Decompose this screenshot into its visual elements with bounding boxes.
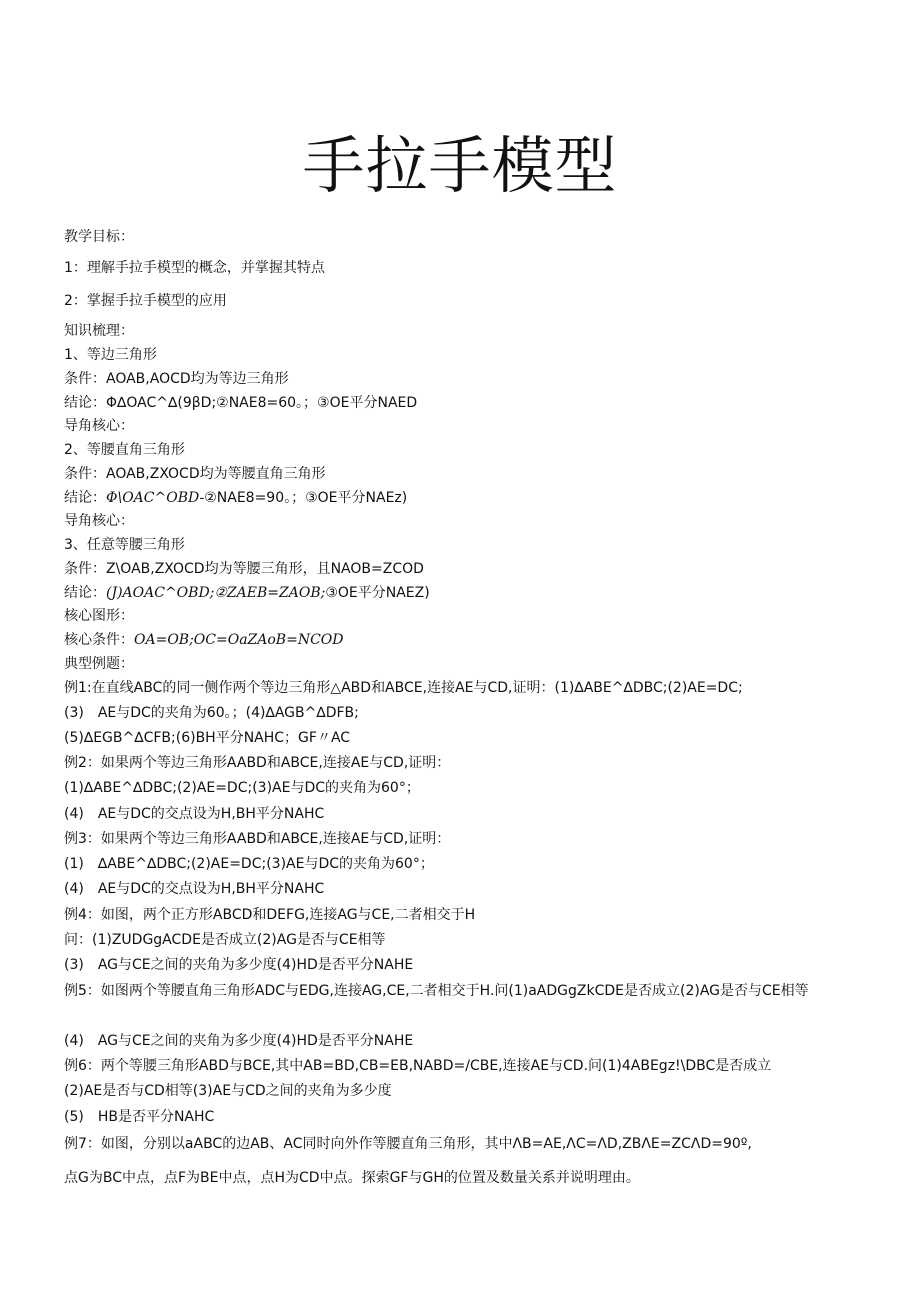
- example-1-item-5: (5)∆EGB^∆CFB;(6)BH平分NAHC；GF〃AC: [64, 730, 351, 746]
- core-condition: [64, 629, 344, 649]
- example-2: 例2：如果两个等边三角形AABD和ABCE,连接AE与CD,证明：: [64, 755, 451, 771]
- section-heading-goals: 教学目标：: [64, 229, 134, 245]
- example-4-item-3: (3) AG与CE之间的夹角为多少度(4)HD是否平分NAHE: [64, 957, 414, 973]
- core-condition-formula: OA=OB;OC=OaZAoB=NCOD: [134, 632, 344, 648]
- case-3-conclusion: [64, 582, 430, 602]
- conclusion-formula: Φ\OAC^OBD-: [106, 490, 205, 506]
- core-condition-label: 核心条件：: [64, 632, 134, 648]
- example-5-item-4: (4) AG与CE之间的夹角为多少度(4)HD是否平分NAHE: [64, 1033, 414, 1049]
- example-3: 例3：如果两个等边三角形AABD和ABCE,连接AE与CD,证明：: [64, 831, 451, 847]
- goal-1: 1：理解手拉手模型的概念，并掌握其特点: [64, 260, 325, 276]
- example-7: 例7：如图，分别以aABC的边AB、AC同时向外作等腰直角三角形，其中ΛB=AE,ΛC=ΛD,ZBΛE=ZCΛD=90º,: [64, 1136, 752, 1152]
- core-figure-label: 核心图形：: [64, 608, 134, 624]
- case-2-heading: 2、等腰直角三角形: [64, 442, 185, 458]
- example-7-continued: 点G为BC中点，点F为BE中点，点H为CD中点。探索GF与GH的位置及数量关系并说明理由。: [64, 1170, 640, 1186]
- case-2-conclusion: [64, 487, 407, 507]
- example-6-item-2: (2)AE是否与CD相等(3)AE与CD之间的夹角为多少度: [64, 1083, 392, 1099]
- page-title: 手拉手模型: [302, 129, 618, 202]
- conclusion-formula: (J)AOAC^OBD;②ZAEB=ZAOB;: [106, 585, 326, 601]
- example-4: 例4：如图，两个正方形ABCD和DEFG,连接AG与CE,二者相交于H: [64, 907, 476, 923]
- section-heading-knowledge: 知识梳理：: [64, 323, 134, 339]
- case-1-angle-core: 导角核心：: [64, 418, 134, 434]
- example-2-item-4: (4) AE与DC的交点设为H,BH平分NAHC: [64, 806, 325, 822]
- case-2-condition: 条件：AOAB,ZXOCD均为等腰直角三角形: [64, 466, 326, 482]
- example-4-question: 问：(1)ZUDGgACDE是否成立(2)AG是否与CE相等: [64, 932, 386, 948]
- section-heading-examples: 典型例题：: [64, 656, 134, 672]
- conclusion-rest: ③OE平分NAEZ): [325, 585, 430, 601]
- conclusion-rest: ②NAE8=90。；③OE平分NAEz): [204, 490, 408, 506]
- example-2-item-1: (1)∆ABE^∆DBC;(2)AE=DC;(3)AE与DC的夹角为60°；: [64, 780, 420, 796]
- conclusion-label: 结论：: [64, 490, 106, 506]
- case-1-heading: 1、等边三角形: [64, 347, 157, 363]
- example-5: 例5：如图两个等腰直角三角形ADC与EDG,连接AG,CE,二者相交于H.问(1)aADGgZkCDE是否成立(2)AG是否与CE相等: [64, 983, 809, 999]
- case-1-condition: 条件：AOAB,AOCD均为等边三角形: [64, 371, 289, 387]
- example-6: 例6：两个等腰三角形ABD与BCE,其中AB=BD,CB=EB,NABD=/CBE,连接AE与CD.问(1)4ABEgz!\DBC是否成立: [64, 1058, 772, 1074]
- example-6-item-5: (5) HB是否平分NAHC: [64, 1109, 215, 1125]
- conclusion-label: 结论：: [64, 585, 106, 601]
- example-1-item-3: (3) AE与DC的夹角为60。；(4)∆AGB^∆DFB;: [64, 705, 359, 721]
- case-1-conclusion: 结论：Φ∆OAC^∆(9βD;②NAE8=60。；③OE平分NAED: [64, 395, 418, 411]
- example-3-item-1: (1) ∆ABE^∆DBC;(2)AE=DC;(3)AE与DC的夹角为60°；: [64, 856, 434, 872]
- goal-2: 2：掌握手拉手模型的应用: [64, 293, 227, 309]
- example-3-item-4: (4) AE与DC的交点设为H,BH平分NAHC: [64, 881, 325, 897]
- example-1: 例1:在直线ABC的同一侧作两个等边三角形△ABD和ABCE,连接AE与CD,证明：(1)∆ABE^∆DBC;(2)AE=DC;: [64, 680, 743, 696]
- case-3-condition: 条件：Z\OAB,ZXOCD均为等腰三角形，且NAOB=ZCOD: [64, 561, 424, 577]
- case-2-angle-core: 导角核心：: [64, 513, 134, 529]
- case-3-heading: 3、任意等腰三角形: [64, 537, 185, 553]
